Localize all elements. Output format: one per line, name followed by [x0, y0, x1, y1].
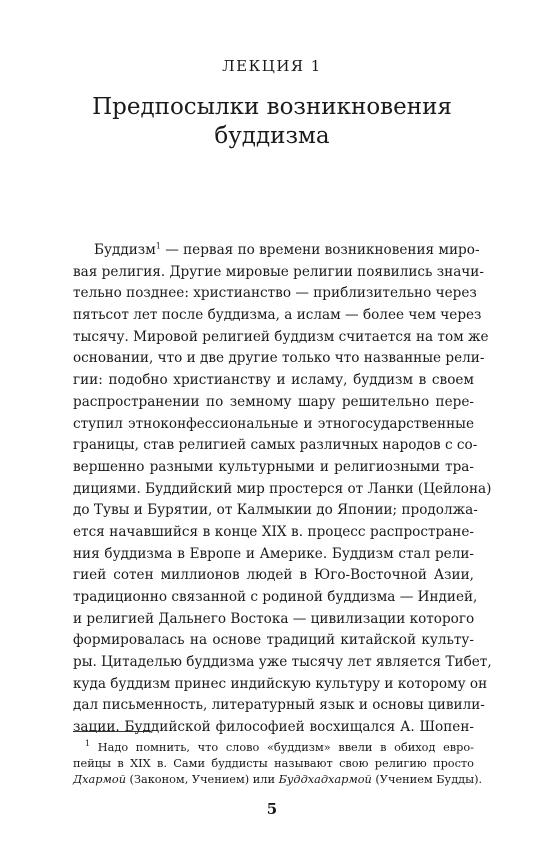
footnote [73, 739, 483, 788]
body-line: до Тувы и Бурятии, от Калмыкии до Японии; продолжа- [73, 502, 478, 519]
chapter-title-line-2: буддизма [214, 123, 330, 149]
body-line: дал письменность, литературный язык и основы цивили- [73, 697, 485, 714]
body-line: тысячу. Мировой религией буддизм считается на том же [73, 328, 489, 345]
footnote-line-1 [73, 740, 474, 756]
footnote-line-3 [73, 772, 483, 788]
body-line: ры. Цитаделью буддизма уже тысячу лет является Тибет, [73, 654, 492, 671]
footnote-marker: 1 [85, 739, 91, 749]
footnote-line-2: пейцы в XIX в. Сами буддисты называют свою религию просто [73, 757, 474, 770]
body-line: куда буддизм принес индийскую культуру и которому он [73, 675, 488, 692]
footnote-term-dharma: Дхармой [73, 773, 126, 786]
body-line: границы, став религией самых различных народов с со- [73, 437, 478, 454]
footnote-divider [73, 731, 151, 732]
first-word: Буддизм [94, 242, 156, 258]
body-line: ступил этноконфессиональные и этногосударственные [73, 415, 474, 432]
footnote-reference: 1 [155, 241, 161, 251]
body-line: и религией Дальнего Востока — цивилизации которого [73, 610, 475, 627]
lecture-label: ЛЕКЦИЯ 1 [222, 57, 322, 75]
body-line: гией сотен миллионов людей в Юго-Восточной Азии, [73, 567, 474, 584]
body-line: вая религия. Другие мировые религии появились значи- [73, 263, 484, 280]
body-line: основании, что и две другие только что названные рели- [73, 350, 485, 367]
body-line: вершенно разными культурными и религиозными тра- [73, 458, 474, 475]
page-number: 5 [266, 800, 278, 818]
body-line: ется начавшийся в конце XIX в. процесс распростране- [73, 523, 474, 540]
footnote-text-end: (Учением Будды). [371, 773, 483, 786]
body-line: традиционно связанной с родиной буддизма — Индией, [73, 589, 478, 605]
body-line: распространении по земному шару решительно пере- [73, 393, 474, 410]
body-line: ния буддизма в Европе и Америке. Буддизм стал рели- [73, 545, 474, 562]
footnote-text-mid: (Законом, Учением) или [125, 773, 279, 786]
footnote-term-buddhadharma: Буддхадхармой [278, 773, 372, 786]
main-text [73, 240, 492, 739]
body-line: дициями. Буддийский мир простерся от Ланки (Цейлона) [73, 480, 492, 497]
body-line-first [73, 240, 480, 262]
body-line: пятьсот лет после буддизма, а ислам — более чем через [73, 307, 482, 324]
body-line: формировалась на основе традиций китайской культу- [73, 632, 474, 649]
chapter-title-line-1: Предпосылки возникновения [92, 94, 452, 120]
footnote-text-1: Надо помнить, что слово «буддизм» ввели в обиход евро- [90, 741, 474, 754]
body-line: гии: подобно христианству и исламу, буддизм в своем [73, 372, 474, 389]
body-line: тельно позднее: христианство — приблизительно через [73, 285, 477, 302]
first-line-rest: — первая по времени возникновения миро- [160, 242, 480, 258]
chapter-title [60, 93, 484, 151]
body-line: зации. Буддийской философией восхищался А. Шопен- [73, 719, 474, 736]
